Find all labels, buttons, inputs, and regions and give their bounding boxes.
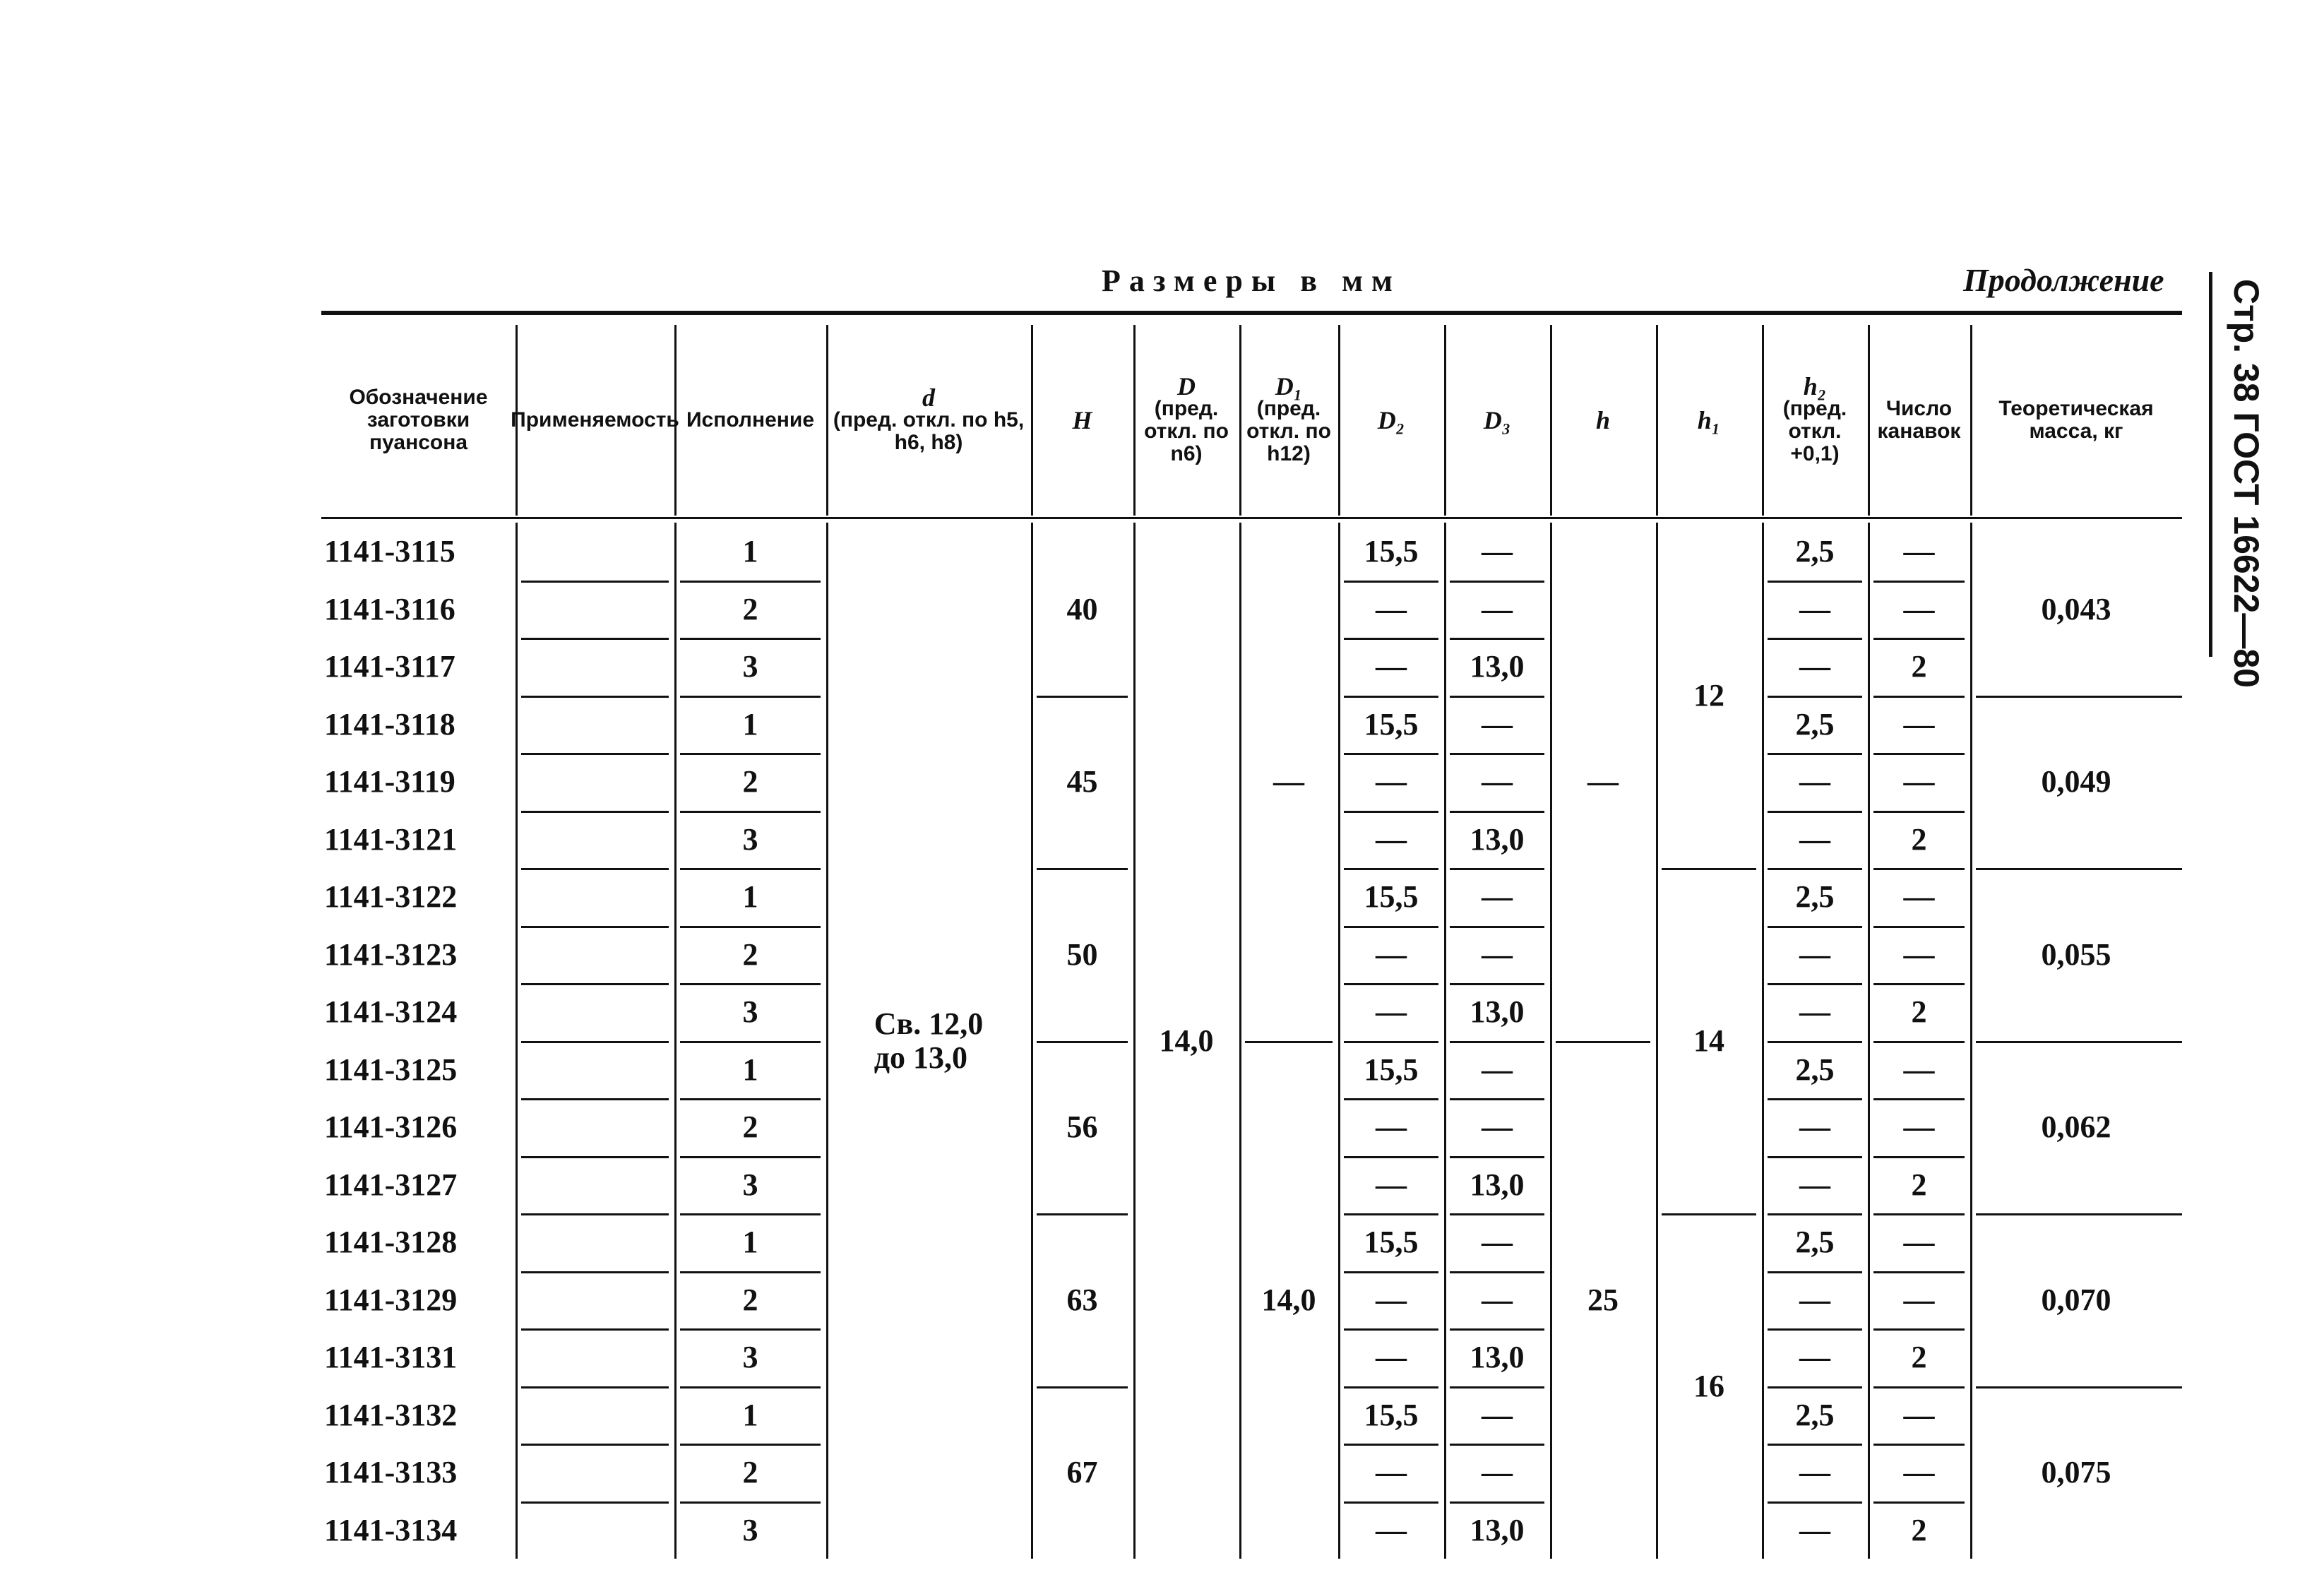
row-rule bbox=[521, 1098, 669, 1100]
row-D3: — bbox=[1482, 1052, 1513, 1087]
row-D3: — bbox=[1482, 534, 1513, 569]
row-designation: 1141-3129 bbox=[324, 1282, 458, 1317]
header-h-symbol: h bbox=[1595, 406, 1611, 434]
row-D3: — bbox=[1482, 936, 1513, 972]
row-grooves: 2 bbox=[1911, 1340, 1927, 1375]
header-designation bbox=[321, 325, 516, 516]
row-grooves: 2 bbox=[1911, 649, 1927, 684]
value-h-lower: 25 bbox=[1587, 1282, 1619, 1317]
row-designation: 1141-3119 bbox=[324, 764, 455, 799]
value-d-line-1: Св. 12,0 bbox=[874, 1006, 984, 1041]
header-D bbox=[1133, 325, 1239, 516]
row-D2: 15,5 bbox=[1364, 1052, 1419, 1087]
value-h-upper: — bbox=[1587, 764, 1619, 799]
row-version: 2 bbox=[742, 1282, 758, 1317]
row-h2: 2,5 bbox=[1795, 706, 1835, 742]
row-grooves: — bbox=[1903, 764, 1935, 799]
row-grooves: — bbox=[1903, 1397, 1935, 1432]
row-designation: 1141-3133 bbox=[324, 1455, 458, 1490]
row-h2: 2,5 bbox=[1795, 1397, 1835, 1432]
row-D3: 13,0 bbox=[1470, 1340, 1525, 1375]
row-D3: — bbox=[1482, 591, 1513, 626]
row-D2: — bbox=[1376, 994, 1407, 1030]
row-version: 2 bbox=[742, 1110, 758, 1145]
row-D2: — bbox=[1376, 1340, 1407, 1375]
row-designation: 1141-3127 bbox=[324, 1167, 458, 1202]
row-version: 3 bbox=[742, 1512, 758, 1547]
row-D2: — bbox=[1376, 591, 1407, 626]
row-D2: 15,5 bbox=[1364, 534, 1419, 569]
header-H-symbol: H bbox=[1072, 406, 1092, 434]
row-designation: 1141-3116 bbox=[324, 591, 455, 626]
row-version: 3 bbox=[742, 994, 758, 1030]
header-version-text: Исполнение bbox=[686, 408, 815, 432]
row-h2: — bbox=[1799, 994, 1830, 1030]
value-h1-b: 14 bbox=[1693, 1023, 1724, 1058]
row-grooves: 2 bbox=[1911, 1512, 1927, 1547]
row-rule bbox=[521, 581, 669, 583]
group-mass: 0,075 bbox=[2041, 1455, 2111, 1490]
row-h2: — bbox=[1799, 1340, 1830, 1375]
group-H: 50 bbox=[1066, 936, 1098, 972]
row-D3: 13,0 bbox=[1470, 1512, 1525, 1547]
header-bottom-rule bbox=[321, 517, 2182, 519]
row-rule bbox=[521, 811, 669, 813]
row-rule bbox=[521, 1386, 669, 1388]
row-designation: 1141-3131 bbox=[324, 1340, 458, 1375]
row-h2: — bbox=[1799, 1455, 1830, 1490]
group-mass: 0,055 bbox=[2041, 936, 2111, 972]
header-h bbox=[1550, 325, 1656, 516]
row-D2: — bbox=[1376, 1167, 1407, 1202]
header-grooves-text: Число канавок bbox=[1877, 397, 1961, 443]
row-D2: — bbox=[1376, 1512, 1407, 1547]
row-h2: 2,5 bbox=[1795, 1052, 1835, 1087]
row-D2: 15,5 bbox=[1364, 1225, 1419, 1260]
row-D2: 15,5 bbox=[1364, 879, 1419, 915]
row-h2: — bbox=[1799, 1282, 1830, 1317]
row-rule bbox=[521, 926, 669, 928]
row-D2: — bbox=[1376, 1110, 1407, 1145]
row-version: 1 bbox=[742, 879, 758, 915]
group-H: 63 bbox=[1066, 1282, 1098, 1317]
row-rule bbox=[521, 1328, 669, 1331]
header-h1 bbox=[1656, 325, 1762, 516]
row-version: 2 bbox=[742, 1455, 758, 1490]
row-rule bbox=[521, 1501, 669, 1504]
row-D3: — bbox=[1482, 1397, 1513, 1432]
row-grooves: — bbox=[1903, 936, 1935, 972]
group-H: 67 bbox=[1066, 1455, 1098, 1490]
header-D-symbol: D bbox=[1177, 372, 1196, 400]
group-H: 56 bbox=[1066, 1110, 1098, 1145]
row-version: 3 bbox=[742, 649, 758, 684]
row-designation: 1141-3134 bbox=[324, 1512, 458, 1547]
page-ref-divider bbox=[2209, 272, 2212, 657]
row-h2: — bbox=[1799, 936, 1830, 972]
header-d-symbol: d bbox=[922, 383, 935, 412]
row-rule bbox=[521, 753, 669, 755]
row-designation: 1141-3117 bbox=[324, 649, 455, 684]
row-designation: 1141-3125 bbox=[324, 1052, 458, 1087]
row-designation: 1141-3132 bbox=[324, 1397, 458, 1432]
header-mass bbox=[1970, 325, 2182, 516]
header-d-text: (пред. откл. по h5, h6, h8) bbox=[833, 408, 1025, 454]
row-D3: 13,0 bbox=[1470, 821, 1525, 857]
row-rule bbox=[521, 696, 669, 698]
row-designation: 1141-3122 bbox=[324, 879, 458, 915]
row-h2: — bbox=[1799, 649, 1830, 684]
row-D3: 13,0 bbox=[1470, 994, 1525, 1030]
header-H bbox=[1031, 325, 1133, 516]
row-grooves: — bbox=[1903, 1110, 1935, 1145]
row-grooves: — bbox=[1903, 879, 1935, 915]
row-version: 3 bbox=[742, 821, 758, 857]
group-H: 45 bbox=[1066, 764, 1098, 799]
table-top-rule bbox=[321, 311, 2182, 315]
body-col-rule bbox=[516, 523, 518, 1559]
row-D3: — bbox=[1482, 764, 1513, 799]
header-D1-symbol: D₁ bbox=[1275, 372, 1303, 400]
row-grooves: 2 bbox=[1911, 994, 1927, 1030]
value-D: 14,0 bbox=[1159, 1023, 1214, 1058]
group-mass: 0,049 bbox=[2041, 764, 2111, 799]
row-version: 2 bbox=[742, 591, 758, 626]
row-grooves: — bbox=[1903, 1225, 1935, 1260]
group-mass: 0,062 bbox=[2041, 1110, 2111, 1145]
header-grooves bbox=[1868, 325, 1970, 516]
row-D3: 13,0 bbox=[1470, 649, 1525, 684]
header-D2-symbol: D₂ bbox=[1377, 406, 1405, 434]
row-D3: — bbox=[1482, 1225, 1513, 1260]
row-rule bbox=[521, 983, 669, 985]
header-D1-text: (пред. откл. по h12) bbox=[1246, 397, 1331, 465]
row-D2: — bbox=[1376, 936, 1407, 972]
row-D3: — bbox=[1482, 1110, 1513, 1145]
header-version bbox=[674, 325, 826, 516]
row-grooves: — bbox=[1903, 1455, 1935, 1490]
row-grooves: — bbox=[1903, 591, 1935, 626]
row-rule bbox=[521, 1271, 669, 1273]
row-designation: 1141-3118 bbox=[324, 706, 455, 742]
row-version: 1 bbox=[742, 1397, 758, 1432]
row-h2: — bbox=[1799, 821, 1830, 857]
value-d bbox=[826, 523, 1031, 1559]
row-version: 1 bbox=[742, 706, 758, 742]
group-mass: 0,043 bbox=[2041, 591, 2111, 626]
row-rule bbox=[521, 638, 669, 640]
header-designation-text: Обозначение заготовки пуансона bbox=[349, 386, 488, 454]
row-h2: — bbox=[1799, 764, 1830, 799]
row-h2: — bbox=[1799, 1167, 1830, 1202]
value-D1-upper: — bbox=[1273, 764, 1304, 799]
row-D3: — bbox=[1482, 879, 1513, 915]
row-grooves: — bbox=[1903, 1282, 1935, 1317]
row-h2: — bbox=[1799, 1512, 1830, 1547]
row-version: 1 bbox=[742, 1052, 758, 1087]
row-rule bbox=[521, 1213, 669, 1215]
row-h2: — bbox=[1799, 591, 1830, 626]
row-D2: 15,5 bbox=[1364, 706, 1419, 742]
row-designation: 1141-3115 bbox=[324, 534, 455, 569]
row-grooves: 2 bbox=[1911, 821, 1927, 857]
row-designation: 1141-3128 bbox=[324, 1225, 458, 1260]
row-designation: 1141-3124 bbox=[324, 994, 458, 1030]
header-applicability-text: Применяемость bbox=[511, 408, 679, 432]
row-version: 1 bbox=[742, 1225, 758, 1260]
continuation-label: Продолжение bbox=[1963, 262, 2164, 298]
value-h1-c: 16 bbox=[1693, 1369, 1724, 1403]
header-h2-text: (пред. откл. +0,1) bbox=[1782, 397, 1847, 465]
row-D3: — bbox=[1482, 1455, 1513, 1490]
row-version: 3 bbox=[742, 1340, 758, 1375]
header-D1 bbox=[1239, 325, 1338, 516]
header-h2 bbox=[1762, 325, 1868, 516]
row-h2: 2,5 bbox=[1795, 534, 1835, 569]
row-version: 1 bbox=[742, 534, 758, 569]
row-D3: 13,0 bbox=[1470, 1167, 1525, 1202]
header-applicability bbox=[511, 325, 679, 516]
page-reference: Стр. 38 ГОСТ 16622—80 bbox=[2227, 279, 2266, 688]
value-D1-lower: 14,0 bbox=[1261, 1282, 1316, 1317]
row-D2: — bbox=[1376, 764, 1407, 799]
row-D2: — bbox=[1376, 821, 1407, 857]
header-D-text: (пред. откл. по n6) bbox=[1144, 397, 1229, 465]
table-caption: Размеры в мм bbox=[1102, 263, 1401, 298]
row-h2: — bbox=[1799, 1110, 1830, 1145]
row-grooves: 2 bbox=[1911, 1167, 1927, 1202]
row-version: 2 bbox=[742, 936, 758, 972]
value-h1-a: 12 bbox=[1693, 678, 1724, 713]
header-h2-symbol: h₂ bbox=[1803, 372, 1827, 400]
row-D2: — bbox=[1376, 1282, 1407, 1317]
row-version: 3 bbox=[742, 1167, 758, 1202]
row-grooves: — bbox=[1903, 1052, 1935, 1087]
row-rule bbox=[521, 1156, 669, 1158]
row-rule bbox=[521, 1444, 669, 1446]
row-D3: — bbox=[1482, 706, 1513, 742]
row-D2: — bbox=[1376, 1455, 1407, 1490]
header-D3 bbox=[1444, 325, 1550, 516]
group-mass: 0,070 bbox=[2041, 1282, 2111, 1317]
row-D2: — bbox=[1376, 649, 1407, 684]
row-D3: — bbox=[1482, 1282, 1513, 1317]
row-grooves: — bbox=[1903, 534, 1935, 569]
row-D2: 15,5 bbox=[1364, 1397, 1419, 1432]
header-mass-text: Теоретическая масса, кг bbox=[1998, 397, 2154, 443]
header-D3-symbol: D₃ bbox=[1483, 406, 1511, 434]
row-h2: 2,5 bbox=[1795, 1225, 1835, 1260]
row-designation: 1141-3123 bbox=[324, 936, 458, 972]
value-d-line-2: до 13,0 bbox=[874, 1040, 967, 1075]
header-d bbox=[826, 325, 1031, 516]
row-rule bbox=[521, 868, 669, 870]
row-version: 2 bbox=[742, 764, 758, 799]
row-rule bbox=[521, 1041, 669, 1043]
header-D2 bbox=[1338, 325, 1444, 516]
group-H: 40 bbox=[1066, 591, 1098, 626]
dimensions-table bbox=[321, 311, 2182, 1547]
row-grooves: — bbox=[1903, 706, 1935, 742]
row-designation: 1141-3126 bbox=[324, 1110, 458, 1145]
row-h2: 2,5 bbox=[1795, 879, 1835, 915]
row-designation: 1141-3121 bbox=[324, 821, 458, 857]
header-h1-symbol: h₁ bbox=[1697, 406, 1721, 434]
